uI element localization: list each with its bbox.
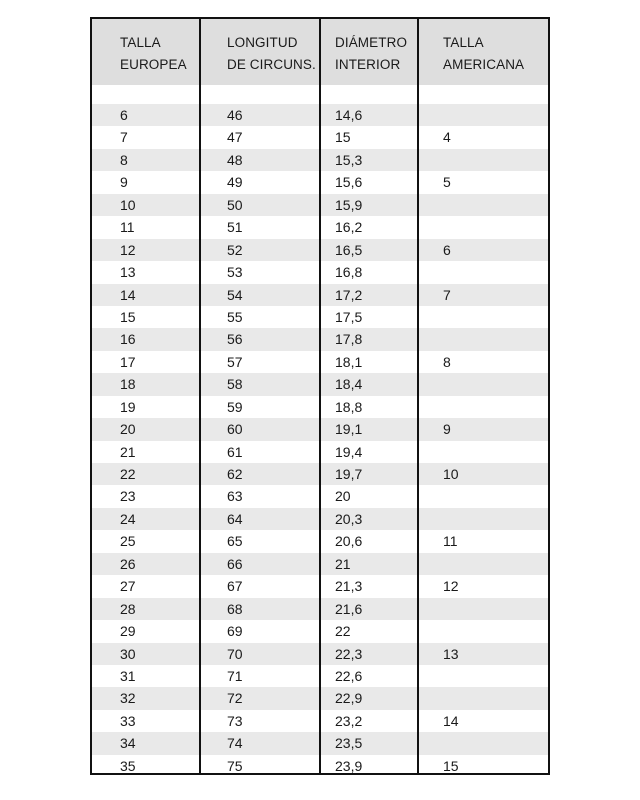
table-cell: 26 <box>120 555 136 572</box>
header-line: LONGITUD <box>227 35 298 50</box>
table-cell: 21 <box>120 443 136 460</box>
table-cell: 21,3 <box>335 578 363 595</box>
table-cell: 66 <box>227 555 243 572</box>
table-cell: 72 <box>227 690 243 707</box>
table-cell: 17,8 <box>335 331 363 348</box>
table-cell: 55 <box>227 308 243 325</box>
table-cell: 63 <box>227 488 243 505</box>
table-cell: 18,1 <box>335 353 363 370</box>
table-cell: 23,5 <box>335 735 363 752</box>
table-cell: 15,6 <box>335 174 363 191</box>
table-cell: 34 <box>120 735 136 752</box>
table-cell: 22 <box>335 623 351 640</box>
table-cell: 9 <box>120 174 128 191</box>
table-cell: 15,9 <box>335 196 363 213</box>
table-cell: 23 <box>120 488 136 505</box>
table-cell: 22 <box>120 466 136 482</box>
table-cell: 20 <box>120 421 136 438</box>
table-cell: 22,6 <box>335 667 363 684</box>
header-line: AMERICANA <box>443 57 525 72</box>
table-cell: 4 <box>443 129 451 146</box>
column-divider <box>417 19 419 773</box>
table-cell: 24 <box>120 510 136 527</box>
header-talla-europea <box>120 32 187 76</box>
table-cell: 20,6 <box>335 533 363 550</box>
table-cell: 53 <box>227 264 243 281</box>
table-cell: 69 <box>227 623 243 640</box>
table-cell: 58 <box>227 376 243 393</box>
header-talla-americana <box>443 32 524 76</box>
table-cell: 68 <box>227 600 243 617</box>
table-cell: 23,2 <box>335 712 363 729</box>
table-cell: 5 <box>443 174 451 191</box>
table-cell: 28 <box>120 600 136 617</box>
table-cell: 47 <box>227 129 243 146</box>
table-cell: 6 <box>120 107 128 123</box>
table-cell: 15 <box>335 129 351 146</box>
table-cell: 50 <box>227 196 243 213</box>
table-cell: 74 <box>227 735 243 752</box>
table-cell: 19,7 <box>335 466 363 482</box>
table-cell: 52 <box>227 241 243 258</box>
table-cell: 22,9 <box>335 690 363 707</box>
header-longitud-circunferencia <box>227 32 316 76</box>
table-cell: 27 <box>120 578 136 595</box>
table-cell: 49 <box>227 174 243 191</box>
table-cell: 31 <box>120 667 136 684</box>
table-cell: 15 <box>120 308 136 325</box>
table-cell: 51 <box>227 219 243 236</box>
table-cell: 7 <box>120 129 128 146</box>
table-cell: 12 <box>443 578 459 595</box>
table-cell: 17,5 <box>335 308 363 325</box>
header-diametro-interior <box>335 32 407 76</box>
table-cell: 67 <box>227 578 243 595</box>
table-cell: 17,2 <box>335 286 363 303</box>
header-line: EUROPEA <box>120 57 187 72</box>
table-cell: 61 <box>227 443 243 460</box>
table-cell: 9 <box>443 421 451 438</box>
header-line: INTERIOR <box>335 57 401 72</box>
table-cell: 16,2 <box>335 219 363 236</box>
table-cell: 16,8 <box>335 264 363 281</box>
table-cell: 20,3 <box>335 510 363 527</box>
table-cell: 8 <box>120 151 128 168</box>
table-cell: 65 <box>227 533 243 550</box>
table-cell: 59 <box>227 398 243 415</box>
table-cell: 13 <box>120 264 136 281</box>
header-line: DIÁMETRO <box>335 35 408 50</box>
table-cell: 73 <box>227 712 243 729</box>
table-cell: 21,6 <box>335 600 363 617</box>
table-cell: 18,4 <box>335 376 363 393</box>
table-cell: 14,6 <box>335 107 363 123</box>
header-line: TALLA <box>443 35 484 50</box>
table-cell: 19 <box>120 398 136 415</box>
table-cell: 19,4 <box>335 443 363 460</box>
table-cell: 35 <box>120 757 136 774</box>
table-cell: 54 <box>227 286 243 303</box>
table-cell: 15 <box>443 757 459 774</box>
table-cell: 13 <box>443 645 459 662</box>
table-cell: 25 <box>120 533 136 550</box>
table-cell: 12 <box>120 241 136 258</box>
table-cell: 46 <box>227 107 243 123</box>
table-cell: 17 <box>120 353 136 370</box>
table-cell: 71 <box>227 667 243 684</box>
table-cell: 57 <box>227 353 243 370</box>
table-cell: 75 <box>227 757 243 774</box>
table-cell: 70 <box>227 645 243 662</box>
table-cell: 16,5 <box>335 241 363 258</box>
table-cell: 30 <box>120 645 136 662</box>
table-cell: 16 <box>120 331 136 348</box>
table-cell: 11 <box>443 533 458 550</box>
ring-size-table <box>90 17 550 775</box>
table-cell: 62 <box>227 466 243 482</box>
table-cell: 18,8 <box>335 398 363 415</box>
table-cell: 22,3 <box>335 645 363 662</box>
table-cell: 56 <box>227 331 243 348</box>
table-cell: 14 <box>443 712 459 729</box>
table-cell: 33 <box>120 712 136 729</box>
table-cell: 11 <box>120 219 135 236</box>
table-cell: 21 <box>335 555 351 572</box>
table-cell: 60 <box>227 421 243 438</box>
column-divider <box>199 19 201 773</box>
table-cell: 48 <box>227 151 243 168</box>
table-cell: 23,9 <box>335 757 363 774</box>
table-cell: 29 <box>120 623 136 640</box>
table-cell: 15,3 <box>335 151 363 168</box>
table-cell: 64 <box>227 510 243 527</box>
header-line: TALLA <box>120 35 161 50</box>
header-line: DE CIRCUNS. <box>227 57 316 72</box>
table-cell: 10 <box>443 466 459 482</box>
column-divider <box>319 19 321 773</box>
table-cell: 32 <box>120 690 136 707</box>
table-cell: 20 <box>335 488 351 505</box>
table-cell: 6 <box>443 241 451 258</box>
table-cell: 8 <box>443 353 451 370</box>
table-cell: 19,1 <box>335 421 363 438</box>
table-cell: 7 <box>443 286 451 303</box>
table-cell: 10 <box>120 196 136 213</box>
table-cell: 14 <box>120 286 136 303</box>
table-cell: 18 <box>120 376 136 393</box>
